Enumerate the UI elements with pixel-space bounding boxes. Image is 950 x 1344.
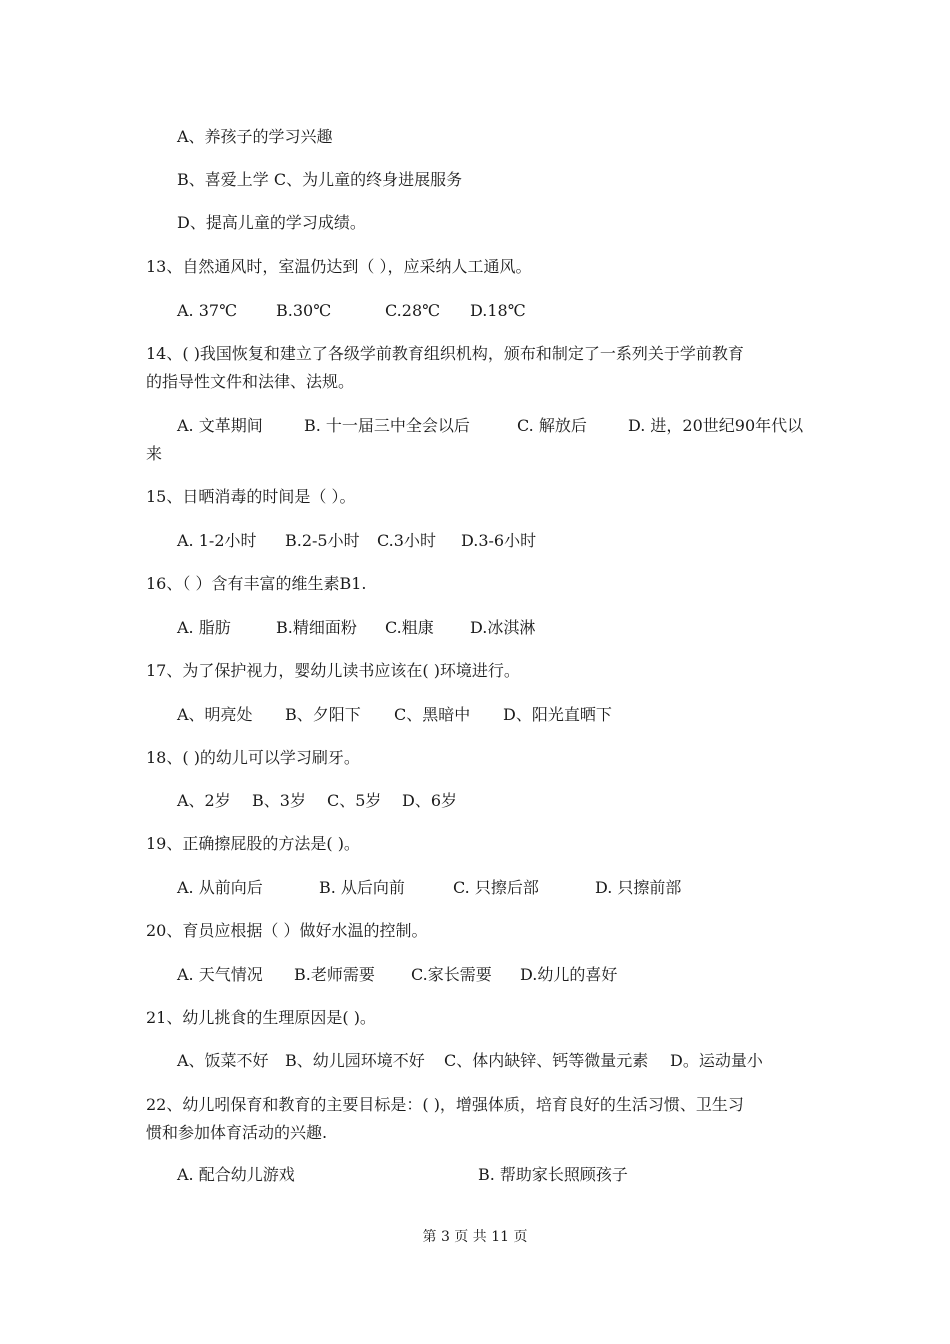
q13-option-b: B.30℃: [276, 301, 332, 320]
q14-option-d: D. 进，20世纪90年代以: [628, 416, 804, 435]
q12-option-d: D、提高儿童的学习成绩。: [177, 213, 366, 232]
q18-option-a: A、2岁: [177, 791, 231, 810]
q18-option-d: D、6岁: [402, 791, 458, 810]
q14-option-b: B. 十一届三中全会以后: [304, 416, 470, 435]
q13-stem: 13、自然通风时，室温仍达到（ ），应采纳人工通风。: [146, 257, 532, 276]
q21-stem: 21、幼儿挑食的生理原因是( )。: [146, 1008, 376, 1027]
q20-option-d: D.幼儿的喜好: [520, 965, 618, 984]
q15-stem: 15、日晒消毒的时间是（ ）。: [146, 487, 356, 506]
q15-option-c: C.3小时: [377, 531, 436, 550]
q22-stem-line1: 22、幼儿吲保育和教育的主要目标是：( )，增强体质，培育良好的生活习惯、卫生习: [146, 1095, 744, 1114]
q13-option-a: A. 37℃: [177, 301, 237, 320]
q20-stem: 20、育员应根据（ ）做好水温的控制。: [146, 921, 428, 940]
q14-stem-line2: 的指导性文件和法律、法规。: [146, 372, 355, 391]
q15-option-b: B.2-5小时: [285, 531, 360, 550]
q16-option-b: B.精细面粉: [276, 618, 357, 637]
q21-option-a: A、饭菜不好: [177, 1051, 269, 1070]
q14-option-a: A. 文革期间: [177, 416, 263, 435]
q18-option-b: B、3岁: [252, 791, 306, 810]
q14-stem-line1: 14、( )我国恢复和建立了各级学前教育组织机构，颁布和制定了一系列关于学前教育: [146, 344, 744, 363]
q16-option-a: A. 脂肪: [177, 618, 231, 637]
q17-stem: 17、为了保护视力，婴幼儿读书应该在( )环境进行。: [146, 661, 520, 680]
q22-stem-line2: 惯和参加体育活动的兴趣.: [146, 1123, 328, 1142]
q17-option-b: B、夕阳下: [285, 705, 361, 724]
q17-option-c: C、黑暗中: [394, 705, 471, 724]
q21-option-d: D。运动量小: [670, 1051, 763, 1070]
q12-option-a: A、养孩子的学习兴趣: [177, 127, 333, 146]
q13-option-c: C.28℃: [385, 301, 441, 320]
q19-stem: 19、正确擦屁股的方法是( )。: [146, 834, 360, 853]
q22-option-a: A. 配合幼儿游戏: [177, 1165, 295, 1184]
q19-option-d: D. 只擦前部: [595, 878, 682, 897]
q18-option-c: C、5岁: [327, 791, 382, 810]
q17-option-d: D、阳光直晒下: [503, 705, 612, 724]
q12-option-b-c: B、喜爱上学 C、为儿童的终身进展服务: [177, 170, 463, 189]
page-footer: 第 3 页 共 11 页: [422, 1229, 528, 1245]
q16-stem: 16、（ ）含有丰富的维生素B1.: [146, 574, 367, 593]
q15-option-a: A. 1-2小时: [177, 531, 257, 550]
q20-option-a: A. 天气情况: [177, 965, 263, 984]
q14-option-c: C. 解放后: [517, 416, 587, 435]
q19-option-a: A. 从前向后: [177, 878, 263, 897]
q20-option-b: B.老师需要: [294, 965, 375, 984]
q14-option-d-wrap: 来: [146, 444, 163, 463]
q21-option-b: B、幼儿园环境不好: [285, 1051, 425, 1070]
q21-option-c: C、体内缺锌、钙等微量元素: [444, 1051, 649, 1070]
q18-stem: 18、( )的幼儿可以学习刷牙。: [146, 748, 360, 767]
q15-option-d: D.3-6小时: [461, 531, 537, 550]
q19-option-c: C. 只擦后部: [453, 878, 539, 897]
q16-option-d: D.冰淇淋: [470, 618, 536, 637]
q20-option-c: C.家长需要: [411, 965, 492, 984]
q16-option-c: C.粗康: [385, 618, 434, 637]
q22-option-b: B. 帮助家长照顾孩子: [478, 1165, 628, 1184]
q19-option-b: B. 从后向前: [319, 878, 405, 897]
q17-option-a: A、明亮处: [177, 705, 253, 724]
q13-option-d: D.18℃: [470, 301, 526, 320]
